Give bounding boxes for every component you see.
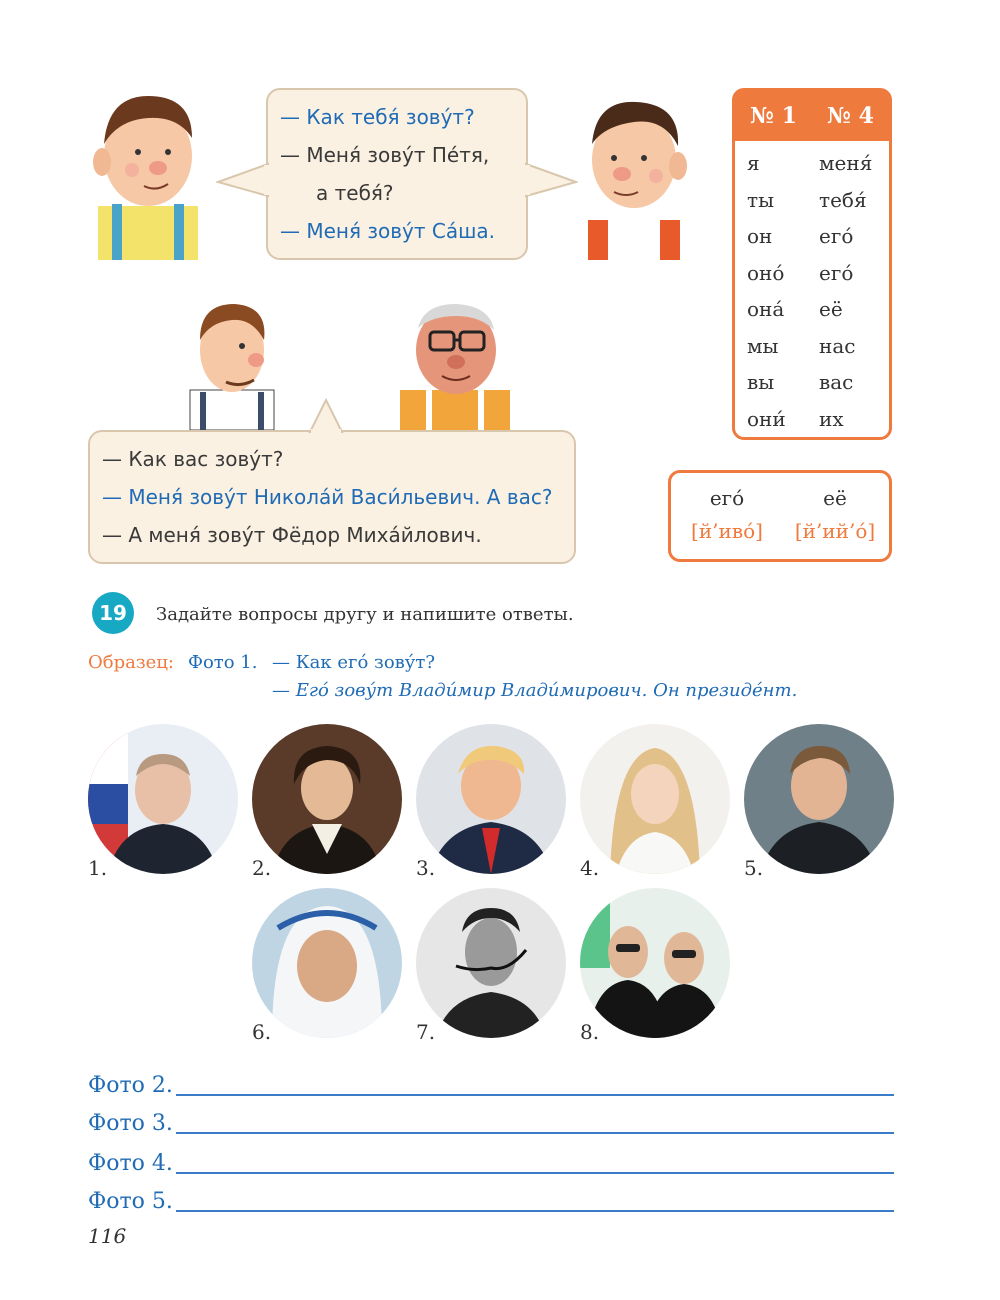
- dialog1-line-4: — Меня́ зову́т Са́ша.: [280, 219, 496, 243]
- bubble-tail-left: [216, 160, 270, 200]
- boy-petya-illustration: [574, 96, 694, 260]
- pronoun-row: ты тебя́: [747, 187, 867, 212]
- pronoun-row: оно́ его́: [747, 260, 854, 285]
- sample-photo-ref: Фото 1.: [188, 652, 258, 673]
- photo-label-8: 8.: [580, 1020, 600, 1044]
- answer-row[interactable]: [88, 1068, 894, 1098]
- page-number: 116: [88, 1224, 127, 1248]
- photo-label-6: 6.: [252, 1020, 272, 1044]
- boy-sasha-illustration: [88, 86, 208, 260]
- photo-label-5: 5.: [744, 856, 764, 880]
- answer-write-line[interactable]: [176, 1132, 894, 1134]
- answer-write-line[interactable]: [176, 1210, 894, 1212]
- pronunciation-word: её: [823, 486, 847, 510]
- header-case-4: № 4: [827, 103, 874, 129]
- pronunciation-word: его́: [709, 486, 745, 510]
- dialog2-line-3: — А меня́ зову́т Фёдор Миха́йлович.: [102, 523, 482, 547]
- answer-row[interactable]: [88, 1184, 894, 1214]
- dialog1-line-3: а тебя́?: [316, 181, 394, 205]
- answer-row[interactable]: [88, 1106, 894, 1136]
- photo-label-2: 2.: [252, 856, 272, 880]
- sample-answer: — Его́ зову́т Влади́мир Влади́мирович. Он президе́нт.: [272, 680, 798, 701]
- dialog2-line-1: — Как вас зову́т?: [102, 447, 284, 471]
- exercise-number-badge: 19: [92, 592, 134, 634]
- bubble-tail-right: [524, 160, 578, 200]
- portrait-photo-8: [580, 888, 730, 1038]
- photo-label-3: 3.: [416, 856, 436, 880]
- answer-write-line[interactable]: [176, 1094, 894, 1096]
- answer-label: Фото 2.: [88, 1073, 173, 1098]
- dialog1-line-1: — Как тебя́ зову́т?: [280, 105, 475, 129]
- pronoun-row: я меня́: [747, 151, 873, 176]
- sample-question: — Как его́ зову́т?: [272, 652, 435, 673]
- dialog-bubble-bottom: [88, 430, 576, 564]
- pronoun-row: она́ её: [747, 297, 843, 322]
- photo-label-7: 7.: [416, 1020, 436, 1044]
- pronunciation-transcription: [й’ий’о́]: [794, 519, 876, 543]
- pronoun-row: мы нас: [747, 333, 856, 358]
- answer-row[interactable]: [88, 1146, 894, 1176]
- pronunciation-box: [668, 470, 892, 562]
- answer-label: Фото 3.: [88, 1111, 173, 1136]
- answer-label: Фото 5.: [88, 1189, 173, 1214]
- pronunciation-transcription: [й’иво́]: [691, 519, 763, 543]
- pronoun-row: они́ их: [747, 406, 844, 431]
- dialog-bubble-top: [266, 88, 528, 260]
- pronoun-row: вы вас: [747, 370, 854, 395]
- pronoun-table-header: [735, 91, 889, 141]
- portrait-photo-6: [252, 888, 402, 1038]
- dialog2-line-2: — Меня́ зову́т Никола́й Васи́льевич. А вас?: [102, 485, 553, 509]
- pronoun-row: он его́: [747, 224, 854, 249]
- bubble-tail-up: [306, 398, 346, 434]
- answer-write-line[interactable]: [176, 1172, 894, 1174]
- sample-label: Образец:: [88, 652, 174, 673]
- portrait-photo-5: [744, 724, 894, 874]
- dialog1-line-2: — Меня́ зову́т Пе́тя,: [280, 143, 490, 167]
- portrait-photo-4: [580, 724, 730, 874]
- photo-label-1: 1.: [88, 856, 108, 880]
- portrait-photo-1: [88, 724, 238, 874]
- old-man-illustration: [390, 298, 520, 430]
- photo-label-4: 4.: [580, 856, 600, 880]
- portrait-photo-3: [416, 724, 566, 874]
- answer-label: Фото 4.: [88, 1151, 173, 1176]
- exercise-instruction: Задайте вопросы другу и напишите ответы.: [156, 604, 574, 625]
- portrait-photo-7: [416, 888, 566, 1038]
- portrait-photo-2: [252, 724, 402, 874]
- header-case-1: № 1: [750, 103, 797, 129]
- pronoun-case-table: [732, 88, 892, 440]
- young-man-illustration: [182, 300, 282, 430]
